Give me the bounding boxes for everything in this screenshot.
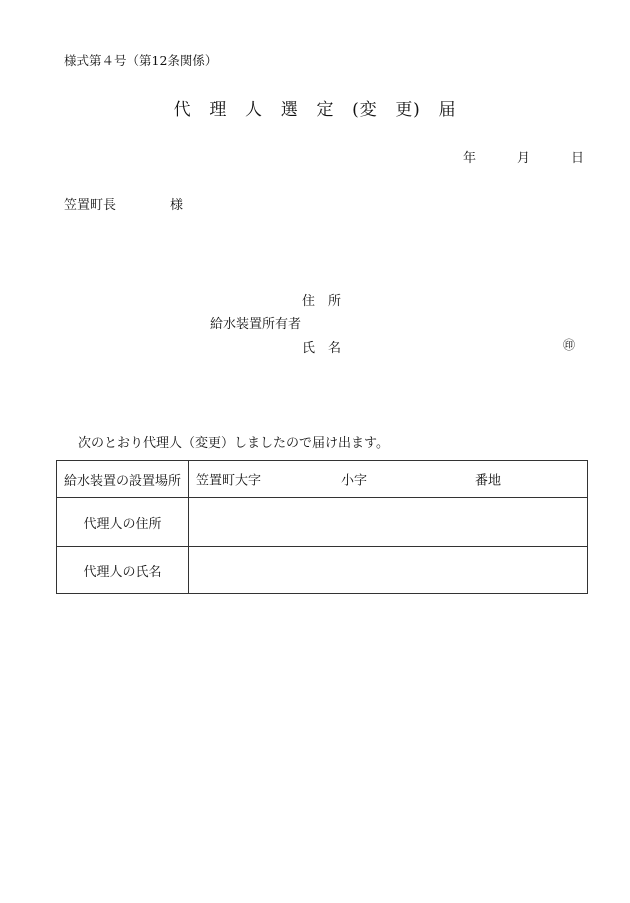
addressee-honorific: 様 bbox=[170, 198, 184, 213]
document-title: 代 理 人 選 定 (変 更) 届 bbox=[173, 100, 457, 120]
applicant-owner-label: 給水装置所有者 bbox=[210, 317, 302, 332]
agent-address-field[interactable] bbox=[189, 498, 588, 547]
date-year-label: 年 bbox=[463, 151, 477, 166]
agent-address-label: 代理人の住所 bbox=[57, 498, 189, 547]
table-row-agent-address bbox=[57, 498, 588, 547]
location-label: 給水装置の設置場所 bbox=[57, 461, 189, 498]
agent-name-label: 代理人の氏名 bbox=[57, 547, 189, 594]
table-row-agent-name bbox=[57, 547, 588, 594]
applicant-name-label: 氏 名 bbox=[302, 341, 342, 356]
location-area-label: 笠置町大字 bbox=[196, 473, 262, 489]
seal-mark: ㊞ bbox=[563, 338, 576, 352]
agent-name-field[interactable] bbox=[189, 547, 588, 594]
form-number: 様式第４号（第12条関係） bbox=[64, 53, 218, 68]
date-month-label: 月 bbox=[517, 151, 531, 166]
location-koaza-label: 小字 bbox=[341, 473, 368, 489]
applicant-address-label: 住 所 bbox=[302, 294, 342, 309]
table-row-location bbox=[57, 461, 588, 498]
date-day-label: 日 bbox=[571, 151, 585, 166]
addressee-name: 笠置町長 bbox=[64, 198, 117, 213]
info-table bbox=[56, 460, 588, 594]
statement-text: 次のとおり代理人（変更）しましたので届け出ます。 bbox=[78, 436, 389, 451]
location-value-cell[interactable] bbox=[189, 461, 588, 498]
location-banchi-label: 番地 bbox=[475, 473, 502, 489]
